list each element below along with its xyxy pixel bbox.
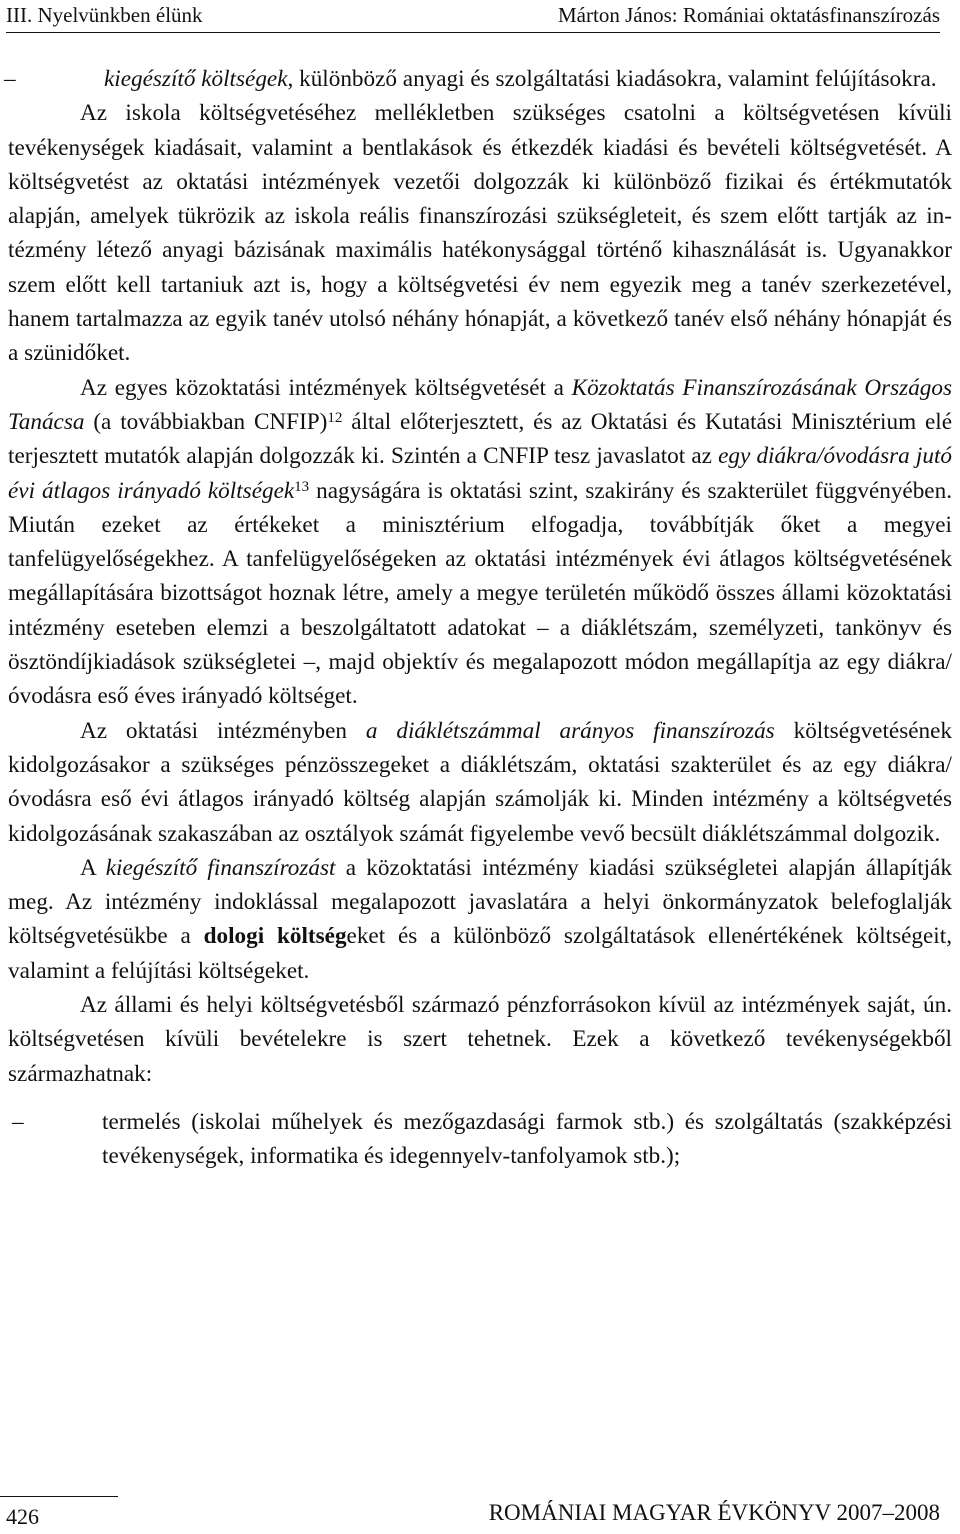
paragraph-3 <box>8 714 952 851</box>
header-section-title: III. Nyelvünkben élünk <box>6 3 203 27</box>
para1-sentence-2: A költségvetést az oktatási intézmények vezetői dolgozzák ki különböző fizikai és értékmutatók alapján, amelyek tükrözik az iskola reális finanszírozási szükségleteit, és szem előtt tartják az intézmény létező anyagi bázisának maximális hatékonysággal történő kihasználását is. <box>8 134 953 264</box>
page-footer <box>0 1496 960 1534</box>
para3-italic-term: a diáklétszámmal arányos finanszírozás <box>365 717 775 744</box>
header-article-title: Márton János: Romániai oktatásfinanszírozás <box>558 3 940 27</box>
para4-bold-term: dologi költség <box>203 923 347 950</box>
page-number: 426 <box>6 1504 39 1529</box>
list-item <box>0 62 952 96</box>
list-item-text <box>104 62 952 96</box>
para2-text-c: (a továbbiakban CNFIP) <box>84 408 328 435</box>
para4-text-e: eket és a különböző szolgáltatások ellenértékének költségeit, valamint a felújítási költségeket. <box>8 923 952 984</box>
footer-rule <box>0 1496 118 1497</box>
para1-sentence-1: Az iskola költségvetéséhez mellékletben szükséges csatolni a költségvetésen kívüli tevékenységek kiadásait, valamint a bentlakások és étkezdék kiadási és bevételi költségvetését. <box>8 100 952 161</box>
para5-text: Az állami és helyi költségvetésből származó pénzforrásokon kívül az intézmények saját, ún. költségvetésen kívüli bevételekre is szert tehetnek. Ezek a következő tevékenységekből származhatnak: <box>8 992 952 1087</box>
para3-text-a: Az oktatási intézményben <box>80 717 366 744</box>
paragraph-4 <box>8 851 952 988</box>
footnote-ref-12[interactable]: 12 <box>327 409 343 426</box>
list-dash: – <box>12 1108 24 1135</box>
para2-text-a: Az egyes közoktatási intézmények költségvetését a <box>80 374 572 401</box>
journal-title: ROMÁNIAI MAGYAR ÉVKÖNYV 2007–2008 <box>488 1500 940 1525</box>
paragraph-2 <box>8 371 952 714</box>
term-italic: kiegészítő költségek <box>104 66 288 92</box>
para4-text-a: A <box>80 854 106 881</box>
list-dash: – <box>4 66 16 92</box>
para2-italic-costs: egy diákra/óvodásra jutó évi átlagos irányadó költségek <box>8 443 952 504</box>
para4-italic-term: kiegészítő finanszírozást <box>105 854 336 881</box>
paragraph-1 <box>8 96 952 370</box>
running-header <box>6 2 940 33</box>
list-item-rest: , különböző anyagi és szolgáltatási kiadásokra, valamint felújításokra. <box>287 66 937 92</box>
para3-text-c: költségvetésének kidolgozásakor a szükséges pénzösszegeket a diáklétszám, oktatási szakterület és az egy diákra/óvodásra eső évi átlagos irányadó költség alapján számolják ki. Minden intézmény a költségvetés kidolgozásának szakaszában az osztályok számát figyelembe vevő becsült diáklétszámmal dolgozik. <box>8 717 952 847</box>
paragraph-5 <box>8 988 952 1091</box>
list-item <box>8 1105 952 1174</box>
para1-sentence-3: Ugyanakkor szem előtt kell tartaniuk azt is, hogy a költségvetési év nem egyezik meg a tanév szerkezetével, hanem tartalmazza az egyik tanév utolsó néhány hónapját, a következő tanév első néhány hónapját és a szünidőket. <box>8 237 952 367</box>
list-item-text: termelés (iskolai műhelyek és mezőgazdasági farmok stb.) és szolgáltatás (szakképzési tevékenységek, informatika és idegennyelv-tanfolyamok stb.); <box>102 1108 952 1170</box>
para2-text-f: nagyságára is oktatási szint, szakirány és szakterület függvényében. Miután ezeket az értékeket a minisztérium elfogadja, továbbítják őket a megyei tanfelügyelőségekhez. A tanfelügyelőségeken az oktatási intézmények évi átlagos költségvetésének megállapítására bizottságot hoznak létre, amely a megye területén működő összes állami közoktatási intézmény eseteben elemzi a beszolgáltatott adatokat – a diáklétszám, személyzeti, tankönyv és ösztöndíjkiadások szükségletei –, majd objektív és megalapozott módon megállapítja az egy diákra/óvodásra eső éves irányadó költséget. <box>8 477 952 710</box>
para2-text-d: által előterjesztett, és az Oktatási és Kutatási Minisztérium elé terjesztett mutatók alapján dolgozzák ki. Szintén a CNFIP tesz javaslatot az <box>8 408 952 470</box>
para2-italic-council: Közoktatás Finanszírozásának Országos Tanácsa <box>8 374 952 435</box>
footnote-ref-13[interactable]: 13 <box>294 478 310 495</box>
body-text <box>4 62 953 1174</box>
para4-text-c: a közoktatási intézmény kiadási szükségletei alapján állapítják meg. Az intézmény indoklással megalapozott javaslatára a helyi önkormányzatok belefoglalják költségvetésükbe a <box>8 854 952 950</box>
